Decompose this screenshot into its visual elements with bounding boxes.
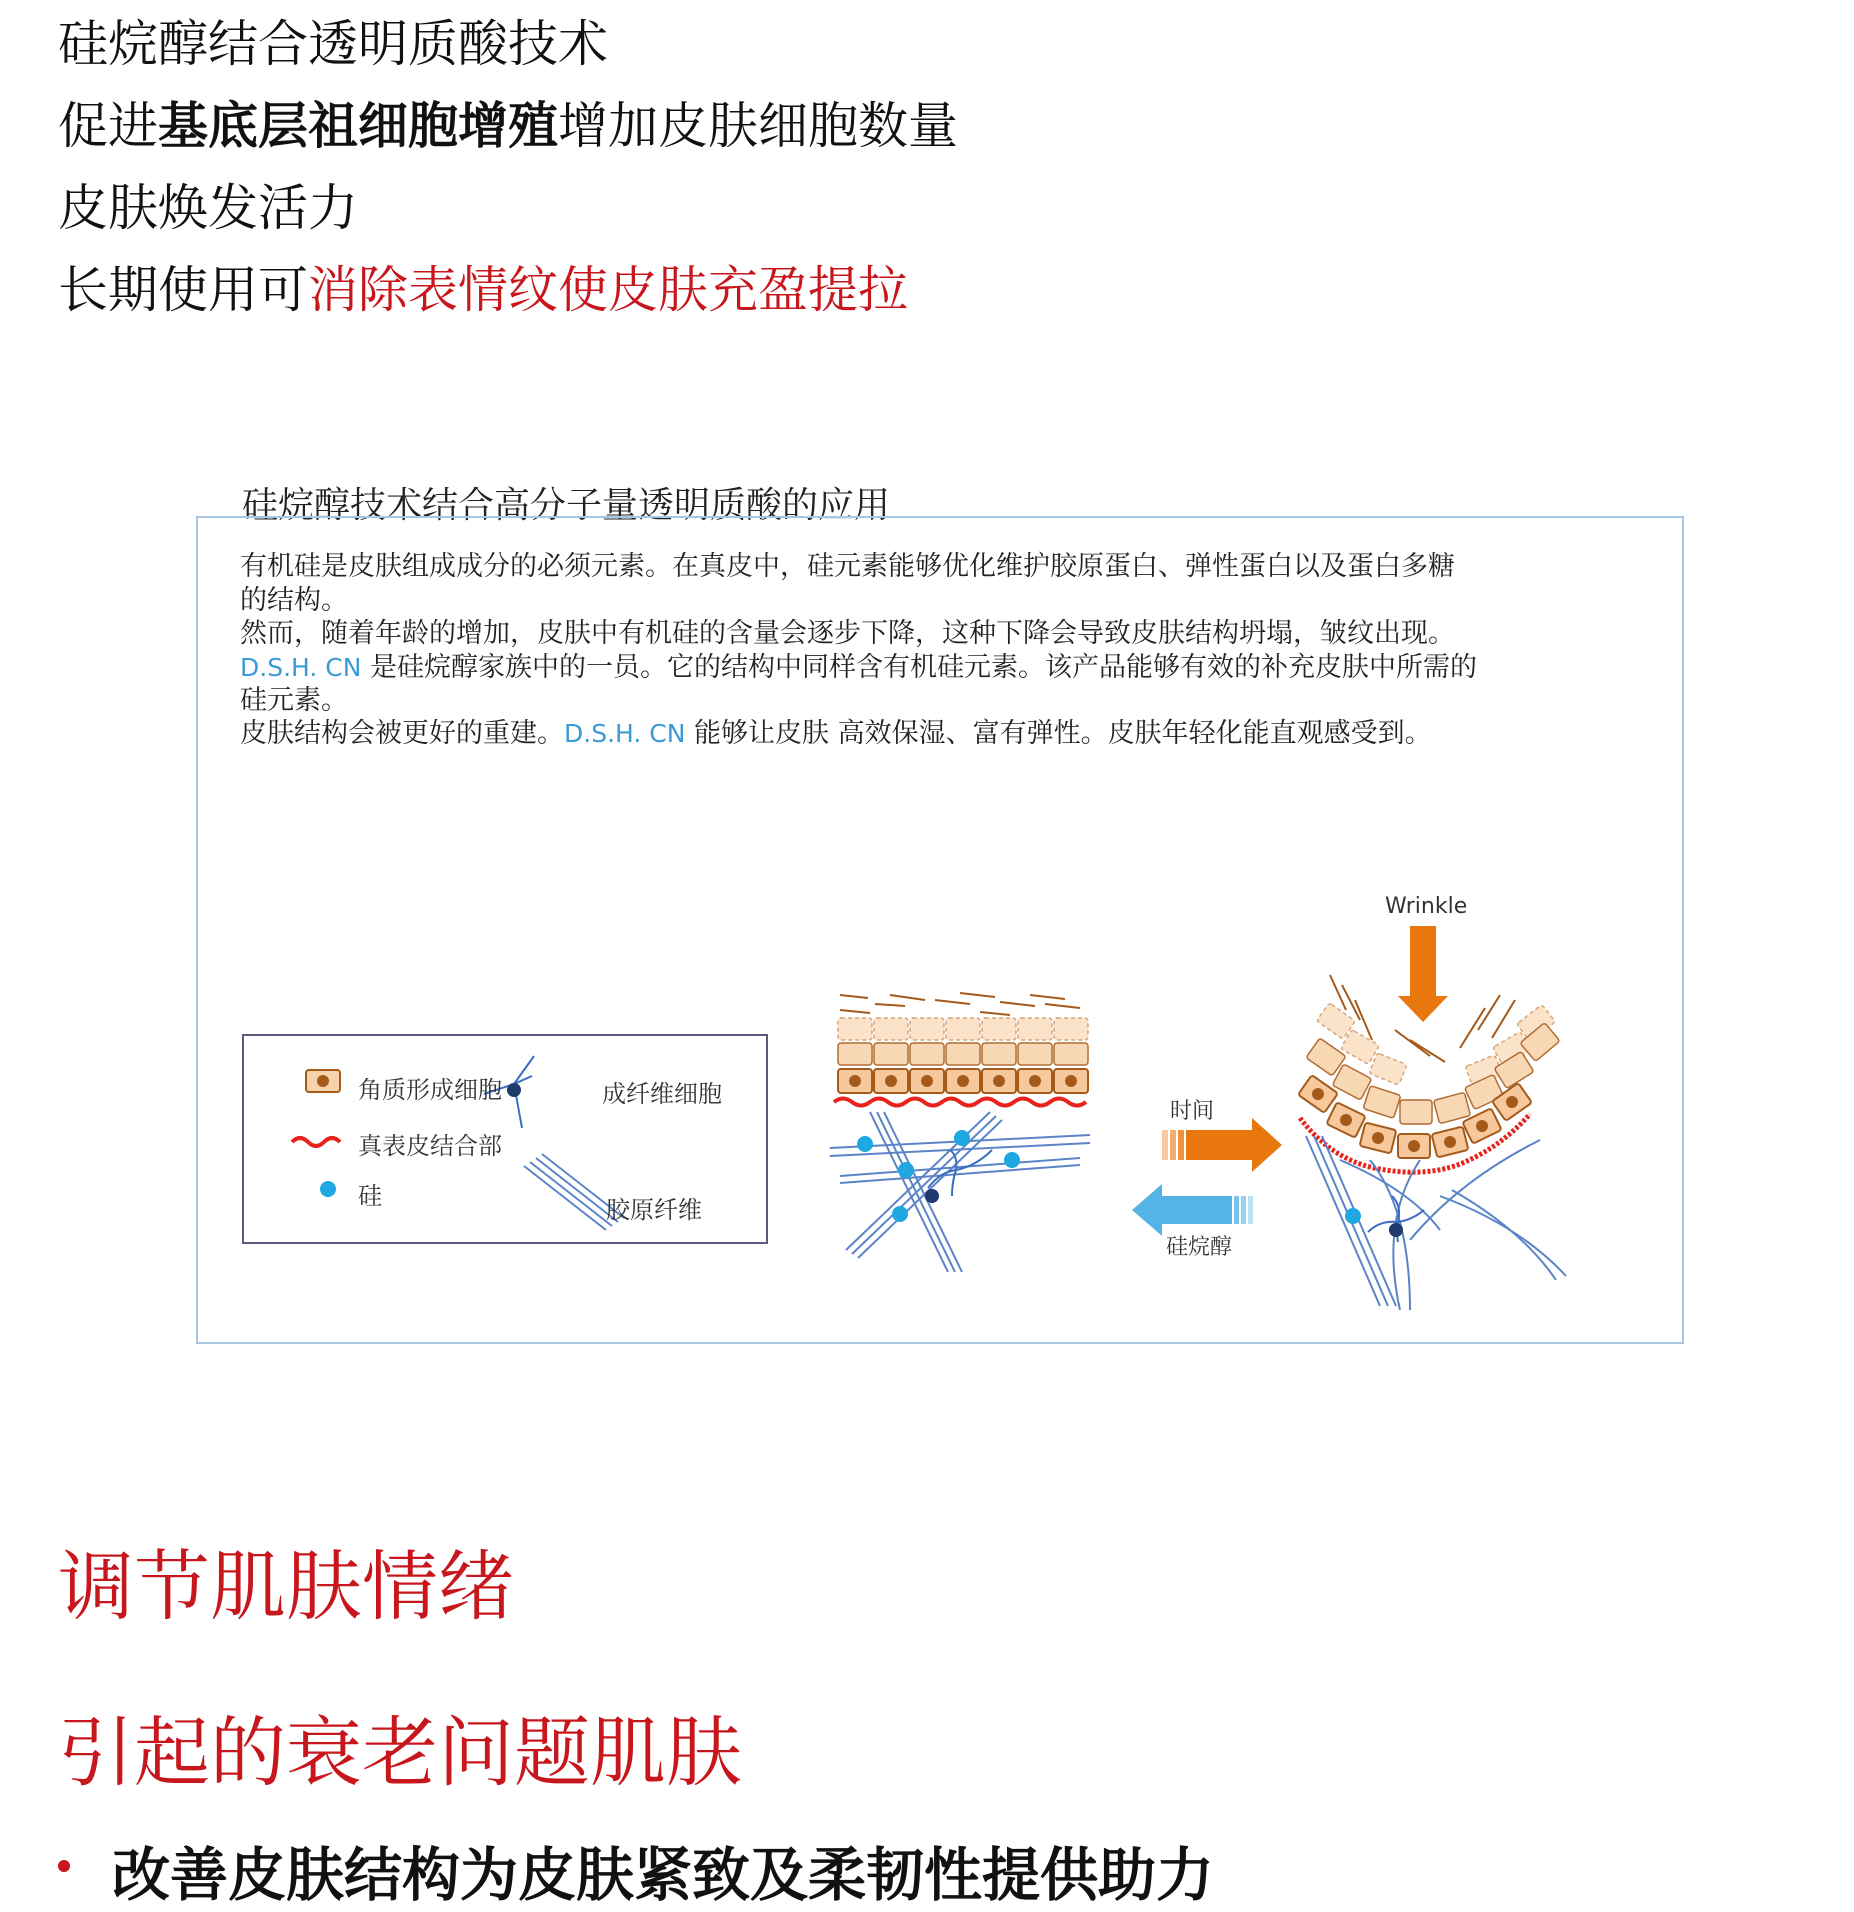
brand-label: D.S.H. CN xyxy=(564,719,686,748)
skin-diagram xyxy=(800,880,1600,1330)
wrinkle-collagen xyxy=(1306,1136,1566,1310)
card-title: 硅烷醇技术结合高分子量透明质酸的应用 xyxy=(242,485,891,526)
stratum-corneum-flakes xyxy=(840,993,1080,1015)
legend-silicon: 硅 xyxy=(358,1182,382,1210)
legend-keratinocyte: 角质形成细胞 xyxy=(358,1076,502,1104)
legend-junction: 真表皮结合部 xyxy=(358,1132,502,1160)
card-paragraph-1a: 有机硅是皮肤组成成分的必须元素。在真皮中，硅元素能够优化维护胶原蛋白、弹性蛋白以及蛋白多糖 xyxy=(240,551,1455,582)
upper-cell-layer xyxy=(838,1018,1088,1040)
silanol-label: 硅烷醇 xyxy=(1166,1235,1233,1260)
brand-label: D.S.H. CN xyxy=(240,653,362,682)
header-line-4-highlight: 消除表情纹使皮肤充盈提拉 xyxy=(308,261,908,319)
card-paragraph-3b: 硅元素。 xyxy=(240,685,348,716)
section-heading-1: 调节肌肤情绪 xyxy=(58,1542,514,1631)
keratinocyte-icon xyxy=(306,1070,340,1092)
wrinkle-silicon-dot xyxy=(1345,1208,1361,1224)
wrinkle-label: Wrinkle xyxy=(1385,894,1468,919)
card-paragraph-3a: D.S.H. CN 是硅烷醇家族中的一员。它的结构中同样含有机硅元素。该产品能够有效的补充皮肤中所需的 xyxy=(240,652,1478,683)
healthy-junction xyxy=(834,1099,1086,1106)
bullet-dot xyxy=(58,1860,70,1872)
header-line-4: 长期使用可消除表情纹使皮肤充盈提拉 xyxy=(58,261,908,319)
card-paragraph-1b: 的结构。 xyxy=(240,585,348,616)
silanol-arrow xyxy=(1132,1184,1253,1236)
silicon-icon xyxy=(320,1181,336,1197)
card-paragraph-4: 皮肤结构会被更好的重建。D.S.H. CN 能够让皮肤 高效保湿、富有弹性。皮肤年轻化能直观感受到。 xyxy=(240,718,1432,749)
header-line-2: 促进基底层祖细胞增殖增加皮肤细胞数量 xyxy=(58,96,958,155)
basal-cell-layer xyxy=(838,1069,1088,1093)
time-arrow xyxy=(1162,1118,1282,1172)
junction-icon xyxy=(292,1138,340,1146)
header-line-2-bold: 基底层祖细胞增殖 xyxy=(158,96,558,155)
section-heading-2: 引起的衰老问题肌肤 xyxy=(58,1708,742,1797)
legend-collagen: 胶原纤维 xyxy=(606,1196,702,1224)
wrinkle-arrow xyxy=(1398,926,1448,1022)
card-paragraph-2: 然而，随着年龄的增加，皮肤中有机硅的含量会逐步下降，这种下降会导致皮肤结构坍塌，皱纹出现。 xyxy=(240,618,1455,649)
bullet-item: 改善皮肤结构为皮肤紧致及柔韧性提供助力 xyxy=(112,1841,1215,1909)
time-label: 时间 xyxy=(1170,1099,1215,1124)
middle-cell-layer xyxy=(838,1043,1088,1065)
legend-fibroblast: 成纤维细胞 xyxy=(602,1080,722,1108)
header-line-3: 皮肤焕发活力 xyxy=(58,179,358,237)
header-line-1: 硅烷醇结合透明质酸技术 xyxy=(58,15,608,73)
